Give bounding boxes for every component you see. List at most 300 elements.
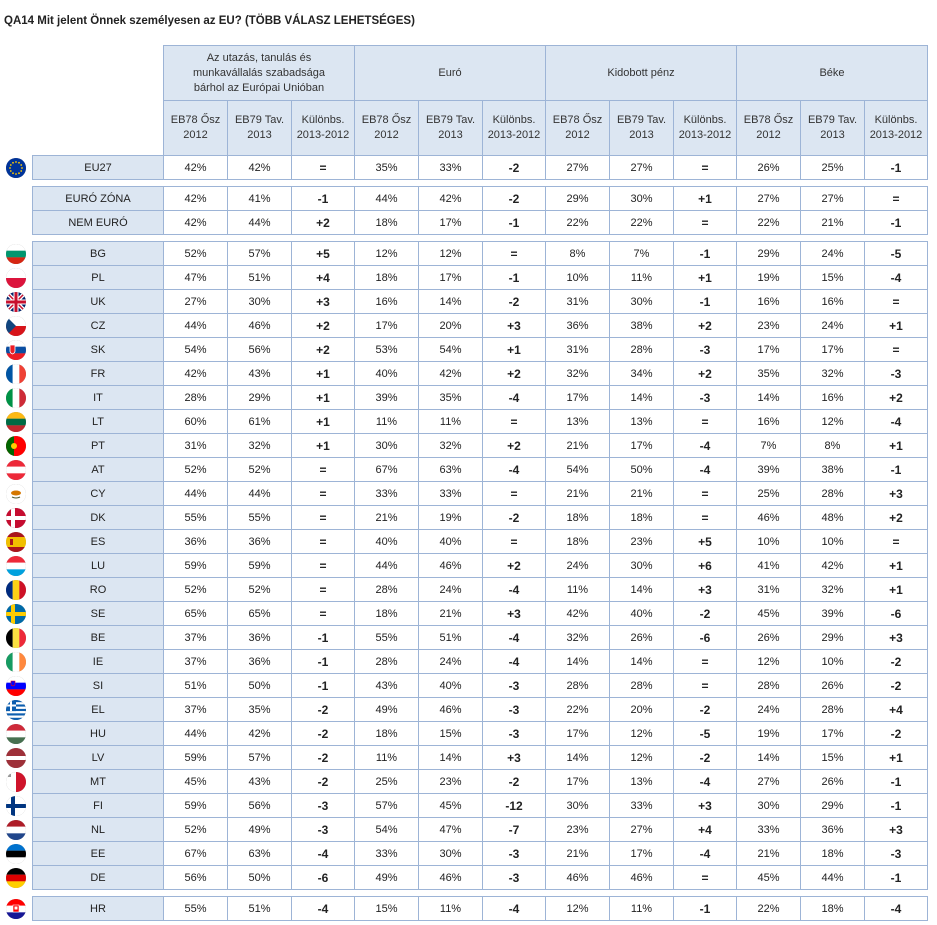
percentage-cell: 29%: [801, 626, 865, 650]
percentage-cell: 61%: [228, 410, 292, 434]
difference-cell: -4: [483, 458, 546, 482]
be-flag-icon: [6, 628, 26, 648]
percentage-cell: 42%: [801, 554, 865, 578]
percentage-cell: 28%: [355, 650, 419, 674]
row-spacer: [0, 235, 928, 242]
percentage-cell: 17%: [610, 434, 674, 458]
percentage-cell: 36%: [228, 626, 292, 650]
percentage-cell: 40%: [419, 530, 483, 554]
percentage-cell: 18%: [610, 506, 674, 530]
table-row: [0, 338, 928, 362]
ee-flag-icon: [6, 844, 26, 864]
percentage-cell: 25%: [801, 156, 865, 180]
flag-cell: [0, 722, 33, 746]
hr-flag-icon: [6, 899, 26, 919]
percentage-cell: 16%: [737, 410, 801, 434]
percentage-cell: 55%: [164, 897, 228, 921]
percentage-cell: 51%: [419, 626, 483, 650]
percentage-cell: 21%: [610, 482, 674, 506]
subcolumn-header: EB78 Ősz 2012: [546, 101, 610, 156]
table-row: [0, 866, 928, 890]
percentage-cell: 44%: [355, 187, 419, 211]
subcolumn-header: EB78 Ősz 2012: [164, 101, 228, 156]
percentage-cell: 19%: [737, 266, 801, 290]
percentage-cell: 7%: [610, 242, 674, 266]
results-table-wrapper: [0, 45, 928, 921]
difference-cell: =: [292, 458, 355, 482]
percentage-cell: 37%: [164, 650, 228, 674]
percentage-cell: 32%: [801, 578, 865, 602]
percentage-cell: 15%: [419, 722, 483, 746]
percentage-cell: 57%: [355, 794, 419, 818]
percentage-cell: 12%: [801, 410, 865, 434]
percentage-cell: 31%: [737, 578, 801, 602]
difference-cell: -1: [865, 866, 928, 890]
percentage-cell: 14%: [610, 650, 674, 674]
table-row: [0, 722, 928, 746]
percentage-cell: 17%: [801, 338, 865, 362]
header-group-row: [0, 46, 928, 101]
percentage-cell: 54%: [546, 458, 610, 482]
percentage-cell: 42%: [546, 602, 610, 626]
percentage-cell: 55%: [164, 506, 228, 530]
percentage-cell: 63%: [419, 458, 483, 482]
percentage-cell: 17%: [419, 266, 483, 290]
ie-flag-icon: [6, 652, 26, 672]
table-row: [0, 386, 928, 410]
percentage-cell: 17%: [419, 211, 483, 235]
percentage-cell: 16%: [801, 290, 865, 314]
difference-cell: =: [483, 242, 546, 266]
flag-cell: [0, 897, 33, 921]
percentage-cell: 27%: [737, 187, 801, 211]
percentage-cell: 67%: [164, 842, 228, 866]
flag-cell: [0, 674, 33, 698]
percentage-cell: 56%: [164, 866, 228, 890]
difference-cell: +1: [674, 266, 737, 290]
flag-cell: [0, 362, 33, 386]
difference-cell: -1: [674, 242, 737, 266]
flag-cell: [0, 338, 33, 362]
percentage-cell: 11%: [610, 266, 674, 290]
percentage-cell: 51%: [228, 897, 292, 921]
difference-cell: +3: [865, 626, 928, 650]
percentage-cell: 27%: [801, 187, 865, 211]
percentage-cell: 32%: [546, 626, 610, 650]
percentage-cell: 30%: [610, 554, 674, 578]
at-flag-icon: [6, 460, 26, 480]
flag-cell: [0, 866, 33, 890]
percentage-cell: 18%: [801, 842, 865, 866]
difference-cell: -3: [865, 842, 928, 866]
difference-cell: -3: [865, 362, 928, 386]
percentage-cell: 46%: [546, 866, 610, 890]
difference-cell: =: [674, 650, 737, 674]
difference-cell: =: [865, 530, 928, 554]
difference-cell: -2: [674, 698, 737, 722]
difference-cell: -2: [674, 602, 737, 626]
percentage-cell: 54%: [355, 818, 419, 842]
lv-flag-icon: [6, 748, 26, 768]
percentage-cell: 42%: [164, 156, 228, 180]
table-row: [0, 290, 928, 314]
difference-cell: =: [292, 482, 355, 506]
percentage-cell: 31%: [164, 434, 228, 458]
percentage-cell: 39%: [355, 386, 419, 410]
row-label: UK: [33, 290, 164, 314]
bg-flag-icon: [6, 244, 26, 264]
difference-cell: -3: [674, 386, 737, 410]
percentage-cell: 27%: [164, 290, 228, 314]
difference-cell: -4: [865, 897, 928, 921]
percentage-cell: 24%: [546, 554, 610, 578]
percentage-cell: 12%: [737, 650, 801, 674]
difference-cell: +1: [865, 554, 928, 578]
percentage-cell: 42%: [228, 722, 292, 746]
percentage-cell: 52%: [164, 818, 228, 842]
difference-cell: +2: [292, 338, 355, 362]
difference-cell: -2: [292, 698, 355, 722]
percentage-cell: 56%: [228, 794, 292, 818]
row-label: HR: [33, 897, 164, 921]
row-label: MT: [33, 770, 164, 794]
percentage-cell: 54%: [164, 338, 228, 362]
difference-cell: -7: [483, 818, 546, 842]
subcolumn-header: EB79 Tav. 2013: [419, 101, 483, 156]
percentage-cell: 41%: [737, 554, 801, 578]
difference-cell: -4: [483, 650, 546, 674]
difference-cell: -2: [483, 187, 546, 211]
percentage-cell: 46%: [419, 698, 483, 722]
percentage-cell: 42%: [164, 187, 228, 211]
subcolumn-header: EB79 Tav. 2013: [610, 101, 674, 156]
difference-cell: -2: [674, 746, 737, 770]
subcolumn-header: Különbs. 2013-2012: [865, 101, 928, 156]
fi-flag-icon: [6, 796, 26, 816]
difference-cell: -2: [865, 674, 928, 698]
flag-cell: [0, 187, 33, 211]
percentage-cell: 11%: [355, 410, 419, 434]
cy-flag-icon: [6, 484, 26, 504]
difference-cell: -1: [292, 674, 355, 698]
percentage-cell: 36%: [546, 314, 610, 338]
difference-cell: -3: [483, 722, 546, 746]
percentage-cell: 12%: [610, 722, 674, 746]
percentage-cell: 45%: [737, 866, 801, 890]
pt-flag-icon: [6, 436, 26, 456]
percentage-cell: 51%: [228, 266, 292, 290]
it-flag-icon: [6, 388, 26, 408]
percentage-cell: 30%: [546, 794, 610, 818]
percentage-cell: 26%: [801, 674, 865, 698]
percentage-cell: 46%: [419, 866, 483, 890]
row-label: HU: [33, 722, 164, 746]
ro-flag-icon: [6, 580, 26, 600]
flag-cell: [0, 211, 33, 235]
difference-cell: -1: [292, 650, 355, 674]
percentage-cell: 35%: [419, 386, 483, 410]
difference-cell: -2: [483, 506, 546, 530]
percentage-cell: 22%: [737, 211, 801, 235]
row-label: FI: [33, 794, 164, 818]
percentage-cell: 14%: [737, 746, 801, 770]
page-title: QA14 Mit jelent Önnek személyesen az EU? (TÖBB VÁLASZ LEHETSÉGES): [4, 15, 415, 27]
table-row: [0, 187, 928, 211]
difference-cell: +3: [292, 290, 355, 314]
percentage-cell: 16%: [737, 290, 801, 314]
percentage-cell: 14%: [546, 650, 610, 674]
percentage-cell: 41%: [228, 187, 292, 211]
difference-cell: =: [292, 578, 355, 602]
difference-cell: -1: [865, 794, 928, 818]
difference-cell: -6: [674, 626, 737, 650]
table-row: [0, 554, 928, 578]
difference-cell: +5: [674, 530, 737, 554]
column-group-header: Kidobott pénz: [546, 46, 737, 101]
row-label: EL: [33, 698, 164, 722]
percentage-cell: 40%: [610, 602, 674, 626]
table-row: [0, 818, 928, 842]
row-label: NEM EURÓ: [33, 211, 164, 235]
table-row: [0, 794, 928, 818]
percentage-cell: 14%: [419, 746, 483, 770]
difference-cell: +4: [865, 698, 928, 722]
percentage-cell: 45%: [419, 794, 483, 818]
difference-cell: -1: [865, 211, 928, 235]
difference-cell: -1: [292, 626, 355, 650]
difference-cell: -4: [483, 897, 546, 921]
difference-cell: +1: [674, 187, 737, 211]
flag-cell: [0, 794, 33, 818]
percentage-cell: 67%: [355, 458, 419, 482]
difference-cell: +1: [865, 578, 928, 602]
percentage-cell: 29%: [546, 187, 610, 211]
percentage-cell: 59%: [228, 554, 292, 578]
percentage-cell: 8%: [546, 242, 610, 266]
difference-cell: -2: [865, 650, 928, 674]
percentage-cell: 34%: [610, 362, 674, 386]
difference-cell: +1: [865, 314, 928, 338]
percentage-cell: 24%: [737, 698, 801, 722]
percentage-cell: 46%: [228, 314, 292, 338]
percentage-cell: 42%: [228, 156, 292, 180]
de-flag-icon: [6, 868, 26, 888]
percentage-cell: 47%: [164, 266, 228, 290]
difference-cell: -1: [865, 770, 928, 794]
percentage-cell: 32%: [228, 434, 292, 458]
percentage-cell: 33%: [737, 818, 801, 842]
fr-flag-icon: [6, 364, 26, 384]
percentage-cell: 46%: [419, 554, 483, 578]
row-label: FR: [33, 362, 164, 386]
percentage-cell: 15%: [801, 746, 865, 770]
difference-cell: -1: [483, 266, 546, 290]
percentage-cell: 17%: [801, 722, 865, 746]
percentage-cell: 21%: [355, 506, 419, 530]
flag-cell: [0, 818, 33, 842]
percentage-cell: 29%: [228, 386, 292, 410]
percentage-cell: 12%: [546, 897, 610, 921]
difference-cell: =: [674, 410, 737, 434]
percentage-cell: 26%: [737, 626, 801, 650]
percentage-cell: 31%: [546, 290, 610, 314]
difference-cell: -3: [292, 818, 355, 842]
difference-cell: =: [674, 482, 737, 506]
percentage-cell: 42%: [164, 362, 228, 386]
percentage-cell: 44%: [355, 554, 419, 578]
percentage-cell: 45%: [737, 602, 801, 626]
table-row: [0, 530, 928, 554]
uk-flag-icon: [6, 292, 26, 312]
percentage-cell: 59%: [164, 746, 228, 770]
percentage-cell: 65%: [228, 602, 292, 626]
difference-cell: +2: [483, 434, 546, 458]
percentage-cell: 11%: [610, 897, 674, 921]
percentage-cell: 37%: [164, 698, 228, 722]
percentage-cell: 55%: [355, 626, 419, 650]
percentage-cell: 17%: [546, 386, 610, 410]
difference-cell: =: [674, 866, 737, 890]
difference-cell: +1: [865, 746, 928, 770]
percentage-cell: 50%: [228, 674, 292, 698]
percentage-cell: 18%: [801, 897, 865, 921]
subcolumn-header: EB79 Tav. 2013: [228, 101, 292, 156]
flag-cell: [0, 530, 33, 554]
percentage-cell: 26%: [610, 626, 674, 650]
flag-cell: [0, 650, 33, 674]
percentage-cell: 25%: [737, 482, 801, 506]
percentage-cell: 11%: [419, 897, 483, 921]
row-label: SE: [33, 602, 164, 626]
difference-cell: -2: [483, 290, 546, 314]
table-row: [0, 602, 928, 626]
percentage-cell: 36%: [228, 650, 292, 674]
difference-cell: =: [292, 156, 355, 180]
difference-cell: +1: [292, 434, 355, 458]
row-label: LT: [33, 410, 164, 434]
percentage-cell: 40%: [355, 362, 419, 386]
flag-cell: [0, 842, 33, 866]
percentage-cell: 28%: [355, 578, 419, 602]
difference-cell: -4: [865, 266, 928, 290]
percentage-cell: 14%: [610, 386, 674, 410]
difference-cell: +1: [292, 386, 355, 410]
percentage-cell: 44%: [228, 482, 292, 506]
el-flag-icon: [6, 700, 26, 720]
percentage-cell: 54%: [419, 338, 483, 362]
percentage-cell: 39%: [737, 458, 801, 482]
difference-cell: =: [292, 530, 355, 554]
percentage-cell: 30%: [610, 290, 674, 314]
difference-cell: -2: [483, 156, 546, 180]
difference-cell: =: [674, 156, 737, 180]
flag-cell: [0, 578, 33, 602]
difference-cell: +2: [292, 211, 355, 235]
results-table: [0, 45, 928, 921]
flag-cell: [0, 482, 33, 506]
difference-cell: +3: [483, 314, 546, 338]
table-row: [0, 650, 928, 674]
percentage-cell: 44%: [164, 482, 228, 506]
percentage-cell: 27%: [546, 156, 610, 180]
row-label: SK: [33, 338, 164, 362]
percentage-cell: 28%: [610, 674, 674, 698]
difference-cell: +6: [674, 554, 737, 578]
subcolumn-header: EB78 Ősz 2012: [355, 101, 419, 156]
percentage-cell: 33%: [355, 842, 419, 866]
difference-cell: +1: [483, 338, 546, 362]
table-row: [0, 458, 928, 482]
difference-cell: -1: [674, 290, 737, 314]
difference-cell: -4: [674, 770, 737, 794]
difference-cell: +1: [292, 410, 355, 434]
es-flag-icon: [6, 532, 26, 552]
difference-cell: -4: [674, 842, 737, 866]
difference-cell: -2: [292, 746, 355, 770]
lt-flag-icon: [6, 412, 26, 432]
percentage-cell: 28%: [164, 386, 228, 410]
difference-cell: +4: [674, 818, 737, 842]
eu-flag-icon: [6, 158, 26, 178]
table-row: [0, 482, 928, 506]
percentage-cell: 12%: [355, 242, 419, 266]
percentage-cell: 11%: [546, 578, 610, 602]
flag-cell: [0, 290, 33, 314]
subcolumn-header: Különbs. 2013-2012: [292, 101, 355, 156]
flag-cell: [0, 698, 33, 722]
row-label: DE: [33, 866, 164, 890]
row-label: CZ: [33, 314, 164, 338]
flag-cell: [0, 602, 33, 626]
difference-cell: -6: [292, 866, 355, 890]
flag-cell: [0, 626, 33, 650]
difference-cell: +3: [674, 794, 737, 818]
percentage-cell: 46%: [737, 506, 801, 530]
percentage-cell: 44%: [164, 722, 228, 746]
table-row: [0, 770, 928, 794]
table-row: [0, 211, 928, 235]
percentage-cell: 17%: [737, 338, 801, 362]
percentage-cell: 49%: [355, 866, 419, 890]
percentage-cell: 24%: [419, 578, 483, 602]
percentage-cell: 10%: [801, 650, 865, 674]
percentage-cell: 56%: [228, 338, 292, 362]
row-label: EU27: [33, 156, 164, 180]
table-row: [0, 362, 928, 386]
percentage-cell: 32%: [419, 434, 483, 458]
difference-cell: +1: [865, 434, 928, 458]
percentage-cell: 28%: [546, 674, 610, 698]
column-group-header: Béke: [737, 46, 928, 101]
column-group-header: Az utazás, tanulás és munkavállalás szabadsága bárhol az Európai Unióban: [164, 46, 355, 101]
difference-cell: =: [483, 530, 546, 554]
flag-cell: [0, 434, 33, 458]
percentage-cell: 32%: [546, 362, 610, 386]
percentage-cell: 28%: [801, 482, 865, 506]
percentage-cell: 26%: [801, 770, 865, 794]
percentage-cell: 42%: [419, 362, 483, 386]
percentage-cell: 21%: [546, 482, 610, 506]
percentage-cell: 36%: [801, 818, 865, 842]
difference-cell: =: [674, 211, 737, 235]
percentage-cell: 42%: [164, 211, 228, 235]
percentage-cell: 52%: [164, 578, 228, 602]
flag-cell: [0, 770, 33, 794]
percentage-cell: 38%: [801, 458, 865, 482]
percentage-cell: 30%: [228, 290, 292, 314]
percentage-cell: 18%: [546, 506, 610, 530]
percentage-cell: 20%: [610, 698, 674, 722]
